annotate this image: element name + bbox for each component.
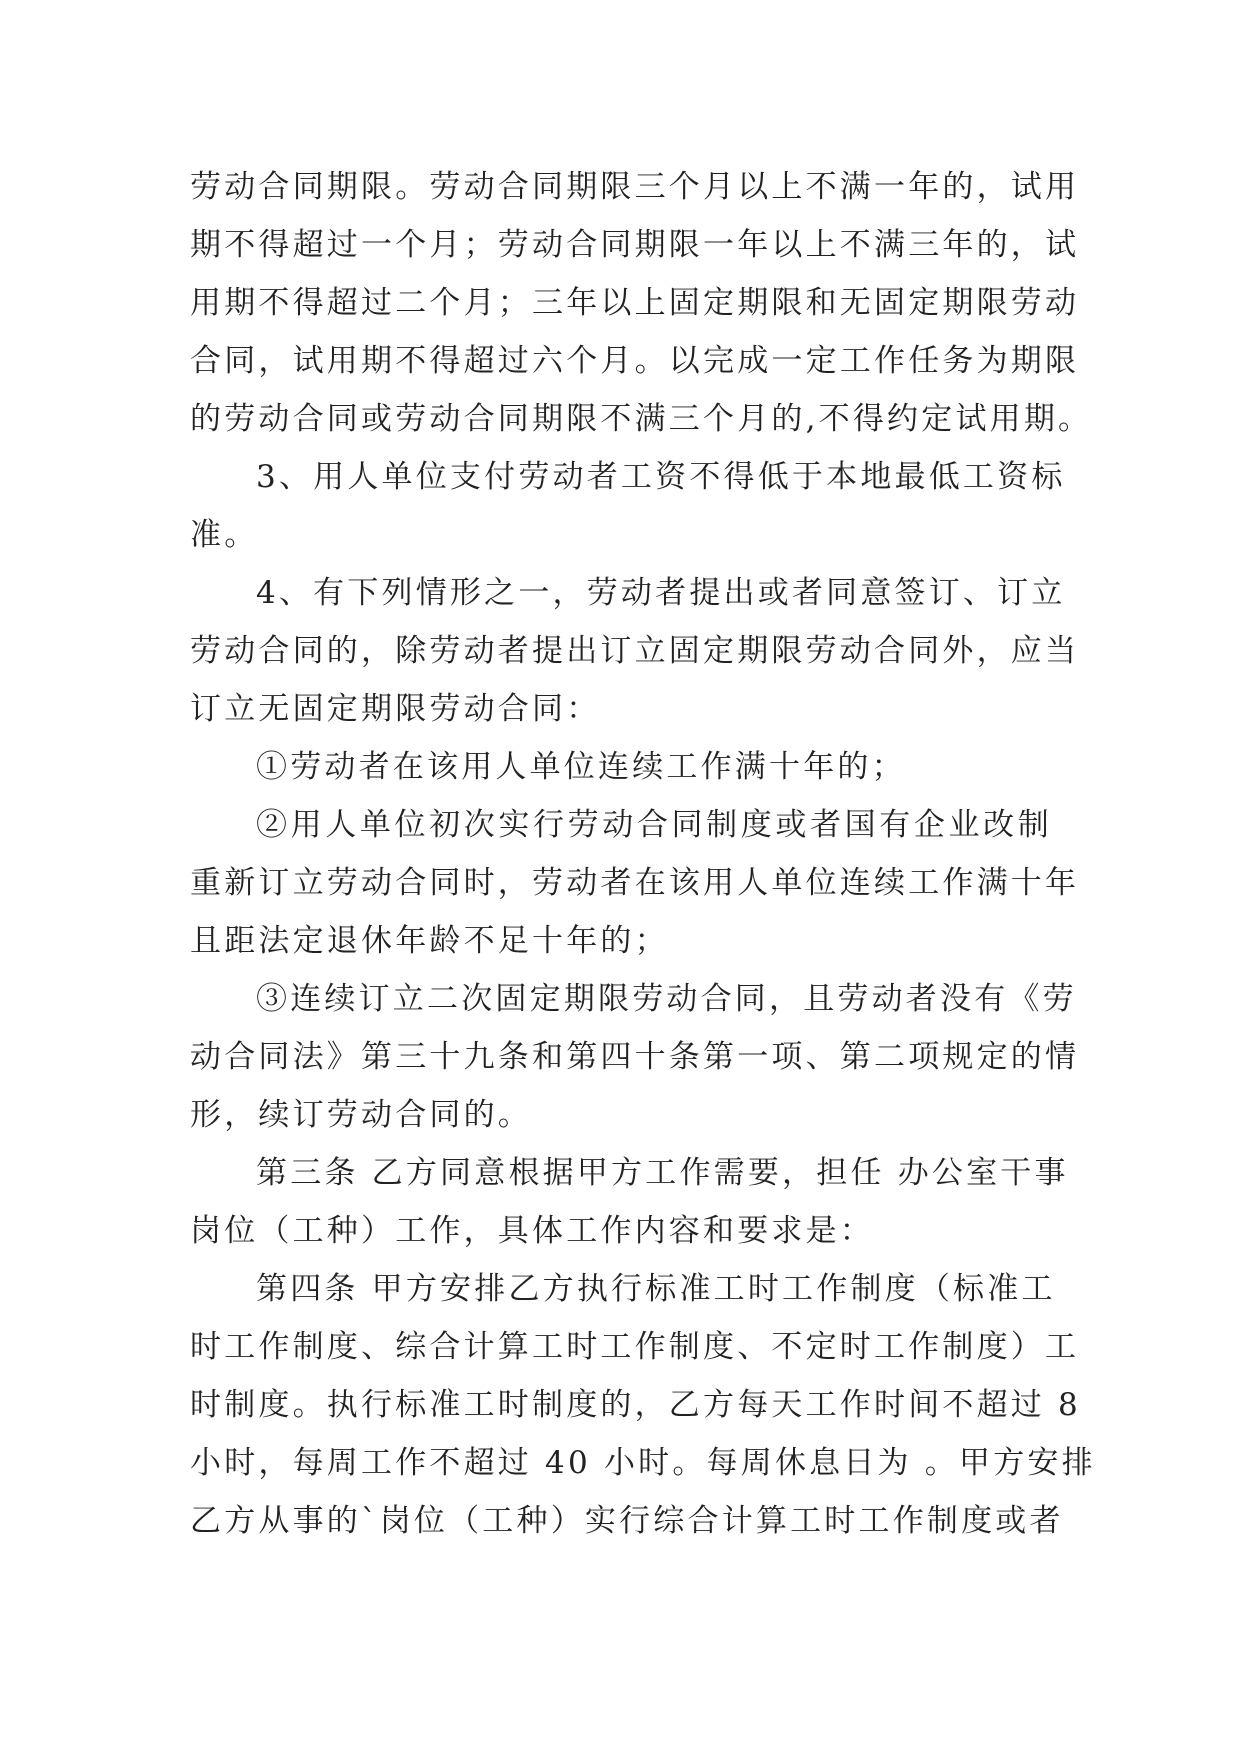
text-line: 形，续订劳动合同的。 (190, 1097, 532, 1133)
text-line: 期不得超过一个月；劳动合同期限一年以上不满三年的，试 (190, 227, 1080, 263)
text-line: 岗位（工种）工作，具体工作内容和要求是： (190, 1213, 874, 1249)
text-line: 乙方从事的`岗位（工种）实行综合计算工时工作制度或者 (190, 1503, 1064, 1539)
text-line: 第四条 甲方安排乙方执行标准工时工作制度（标准工 (256, 1271, 1056, 1307)
text-line: ②用人单位初次实行劳动合同制度或者国有企业改制 (256, 807, 1052, 843)
text-line: 时制度。执行标准工时制度的，乙方每天工作时间不超过 8 (190, 1387, 1081, 1423)
text-line: 时工作制度、综合计算工时工作制度、不定时工作制度）工 (190, 1329, 1080, 1365)
text-line: 小时，每周工作不超过 40 小时。每周休息日为 。甲方安排 (190, 1445, 1096, 1481)
text-line: 的劳动合同或劳动合同期限不满三个月的,不得约定试用期。 (190, 401, 1093, 437)
text-line: 用期不得超过二个月；三年以上固定期限和无固定期限劳动 (190, 285, 1080, 321)
text-line: ①劳动者在该用人单位连续工作满十年的； (256, 749, 906, 785)
text-line: 且距法定退休年龄不足十年的； (190, 923, 669, 959)
text-line: 重新订立劳动合同时，劳动者在该用人单位连续工作满十年 (190, 865, 1080, 901)
text-line: 劳动合同期限。劳动合同期限三个月以上不满一年的，试用 (190, 169, 1080, 205)
text-line: 4、有下列情形之一，劳动者提出或者同意签订、订立 (256, 575, 1066, 611)
text-line: 准。 (190, 517, 259, 553)
text-line: 劳动合同的，除劳动者提出订立固定期限劳动合同外，应当 (190, 633, 1080, 669)
text-line: ③连续订立二次固定期限劳动合同，且劳动者没有《劳 (256, 981, 1077, 1017)
text-line: 3、用人单位支付劳动者工资不得低于本地最低工资标 (256, 459, 1066, 495)
text-line: 动合同法》第三十九条和第四十条第一项、第二项规定的情 (190, 1039, 1080, 1075)
contract-text (190, 158, 1096, 1550)
text-line: 第三条 乙方同意根据甲方工作需要，担任 办公室干事 (256, 1155, 1069, 1191)
text-line: 订立无固定期限劳动合同： (190, 691, 601, 727)
text-line: 合同，试用期不得超过六个月。以完成一定工作任务为期限 (190, 343, 1080, 379)
